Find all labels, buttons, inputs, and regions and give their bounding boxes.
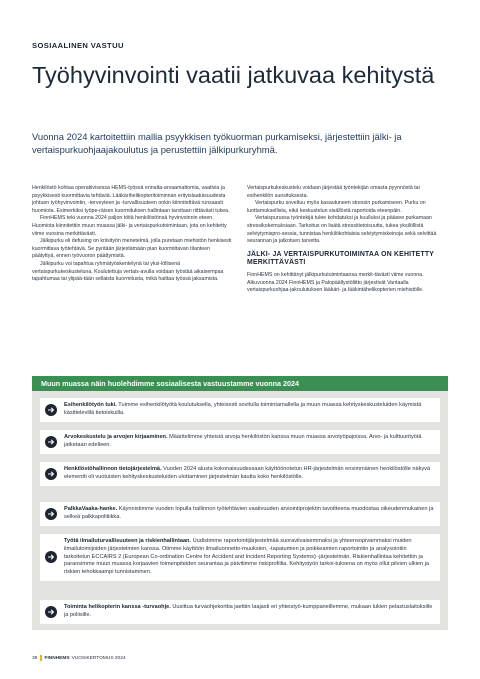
- arrow-right-icon: [45, 606, 57, 618]
- right-subheading: JÄLKI- JA VERTAISPURKUTOIMINTAA ON KEHITETTY MERKITTÄVÄSTI: [247, 250, 434, 267]
- arrow-right-icon: [45, 508, 57, 520]
- arrow-right-icon: [45, 551, 57, 563]
- list-item: [40, 398, 440, 422]
- left-column: [32, 185, 232, 284]
- left-paragraph: Jälkipurku eli defusing on kriisityön menetelmä, jolla puretaan miehistön henkisesti kuormittava työtehtävä. Se pyritään järjestämään pian kuormittavan tilanteen päätyttyä, ennen työvuoron päättymistä.: [32, 238, 232, 260]
- right-paragraph: Vertaispurku soveltuu myös kasautuneen stressin purkamiseen. Purku on luottamuksellista, eikä keskustelun sisällöstä raportoida eteenpäin.: [247, 200, 426, 214]
- list-item: [40, 534, 440, 581]
- section-label: SOSIAALINEN VASTUU: [32, 41, 124, 50]
- left-paragraph: Henkilöstö kohtaa operatiivisessa HEMS-työssä ennalta-arvaamattomia, vaativia ja psyykkisesti kuormittavia tehtäviä. Lääkärihelikopteritoiminnan erityislaatuisuudesta johtuen työhyvinvointin, -terveyteen ja -turvallisuuteen onkin kiinnitettävä runsaasti huomiota. Esimerkiksi työpe-räisen kuormituksen hallintaan tarvitaan riittävästi tukea.: [32, 185, 230, 214]
- item-title: Työtä ilmailuturvallisuuteen ja riskienhallintaan.: [64, 538, 192, 544]
- footer-brand: FINNHEMS: [44, 655, 70, 661]
- left-paragraph: Jälkipurku voi tapahtua ryhmätyöskentelynä tai yksi-löllisenä vertaispurkukeskusteluna. Koulutettuja vertais-avulla voidaan työstää aikaisempaa tapahtumaa tai ylipää-tään sellaista kuormitusta, mikä haittaa työssä jaksamista.: [32, 260, 224, 283]
- panel-title: Muun muassa näin huolehdimme sosiaalisesta vastuustamme vuonna 2024: [32, 376, 448, 391]
- list-item: [40, 462, 440, 486]
- arrow-right-icon: [45, 404, 57, 416]
- arrow-right-icon: [45, 436, 57, 448]
- left-paragraph: FinnHEMS teki vuonna 2024 paljon töitä henkilöstönsä hyvinvoinnin eteen. Huomiota kiinnitettiin muun muassa jälki- ja vertaispurkutoimintaan, jota on kehitetty viime vuosina merkittävästi.: [32, 215, 227, 237]
- page-title: Työhyvinvointi vaatii jatkuvaa kehitystä: [32, 62, 435, 88]
- item-text: Käynnistimme vuoden lopulla hallinnon työtehtävien vaativuuden arviointiprojektin tavoitteena muodostaa oikeudenmukainen ja selkeä palkkapolitiikka.: [64, 506, 434, 520]
- right-column: [247, 185, 447, 295]
- item-text: Uusittua turvaohjekorttia jaettiin laajasti eri yhteistyö-kumppaneillemme, mukaan lukien pelastuslaitoksille ja poliisille.: [64, 604, 433, 618]
- item-title: Toiminta helikopterin kanssa -turvaohje.: [64, 604, 171, 610]
- item-title: Esihenkilötyön tuki.: [64, 402, 117, 408]
- list-item: [40, 430, 440, 454]
- footer-document: VUOSIKERTOMUS 2024: [71, 655, 126, 661]
- ingress: Vuonna 2024 kartoitettiin mallia psyykkisen työkuorman purkamiseksi, järjestettiin jälki- ja vertaispurkuohjaajakoulutus ja perustettiin jälkipurkuryhmä.: [32, 131, 402, 156]
- item-text: Määritelimme yhteisiä arvoja henkilöstön kanssa muun muassa arvotyöpajoissa. Arvo- ja kulttuurityötä jatketaan edelleen.: [64, 434, 422, 448]
- item-title: Henkilöstöhallinnon tietojärjestelmä.: [64, 466, 162, 472]
- right-paragraph: Vertaispurkukeskustelu voidaan järjestää työntekijän omasta pyynnöstä tai esihenkilön suosituksesta.: [247, 185, 420, 199]
- footer-divider: [40, 655, 41, 661]
- arrow-right-icon: [45, 468, 57, 480]
- item-text: Tuimme esihenkilötyötä koulutuksella, yhteisesti sovitulla toimintamallella ja muun muassa kehityskeskusteluiden käymistä käsittelevillä tietoiskuilla.: [64, 402, 422, 416]
- item-title: PalkkaVaaka-hanke.: [64, 506, 118, 512]
- list-item: [40, 502, 440, 526]
- item-text: Vuoden 2024 alusta kokonaisuudessaan käyttöönotetun HR-järjestelmän ensimmäinen henkilöstölle näkyvä elementti oli vuotuisten kehityskeskusteluiden ulottaminen järjestelmän kautta koko henkilöstölle.: [64, 466, 431, 480]
- item-title: Arvokeskustelu ja arvojen kirjaaminen.: [64, 434, 168, 440]
- right-paragraph: Vertaispurussa työntekijä tulee kohdatuksi ja kuulluksi ja pääsee purkamaan stressikokemuksiaan. Tarkoitus on lisätä stressitietoisuutta, tukea yksilöllistä selviytymispro-sessia, tunnistaa henkilökohtaisia selviytymiskeinoja sekä selvittää seurannan ja jatkotuen tarvetta.: [247, 215, 437, 245]
- right-paragraph: FinnHEMS on kehittänyt jälkipurkutoimintaansa merkit-tävästi viime vuonna. Alkuvuonna 2024 FinnHEMS ja Palopäällystöliitto järjestivät Vantaalla vertaispurkuohjaa-jakoulutuksen lääkäri- ja lääkintähelikopterien miehistölle.: [247, 271, 424, 294]
- list-item: [40, 600, 440, 624]
- page-footer: [32, 655, 126, 661]
- highlights-panel: [32, 376, 448, 630]
- page-number: 38: [32, 655, 38, 661]
- item-text: Uudistimme raportointijärjestelmää suoraviivaisemmaksi ja yhteensopivammaksi muiden ilmailutoimijoiden järjestelmien kanssa. Otimme käyttöön ilmailuonnetto-muuksien, -tapatumien ja poikkeamien raportointiin ja analysointiin tarkoitetun ECCAIRS 2 (European Co-ordination Centre for Accident and Incident Reporting Systems) -järjestelmän. Riskienhallintaa kehitettiin ja paransimme muun muassa korjaavien toimenpiteiden seurantaa ja päivitimme riskiprofiilia. Kehitystyön tarkoi-tuksena on myös ollut pilvien ulkien ja riskien tehokkaampi tunnistaminen.: [64, 538, 430, 576]
